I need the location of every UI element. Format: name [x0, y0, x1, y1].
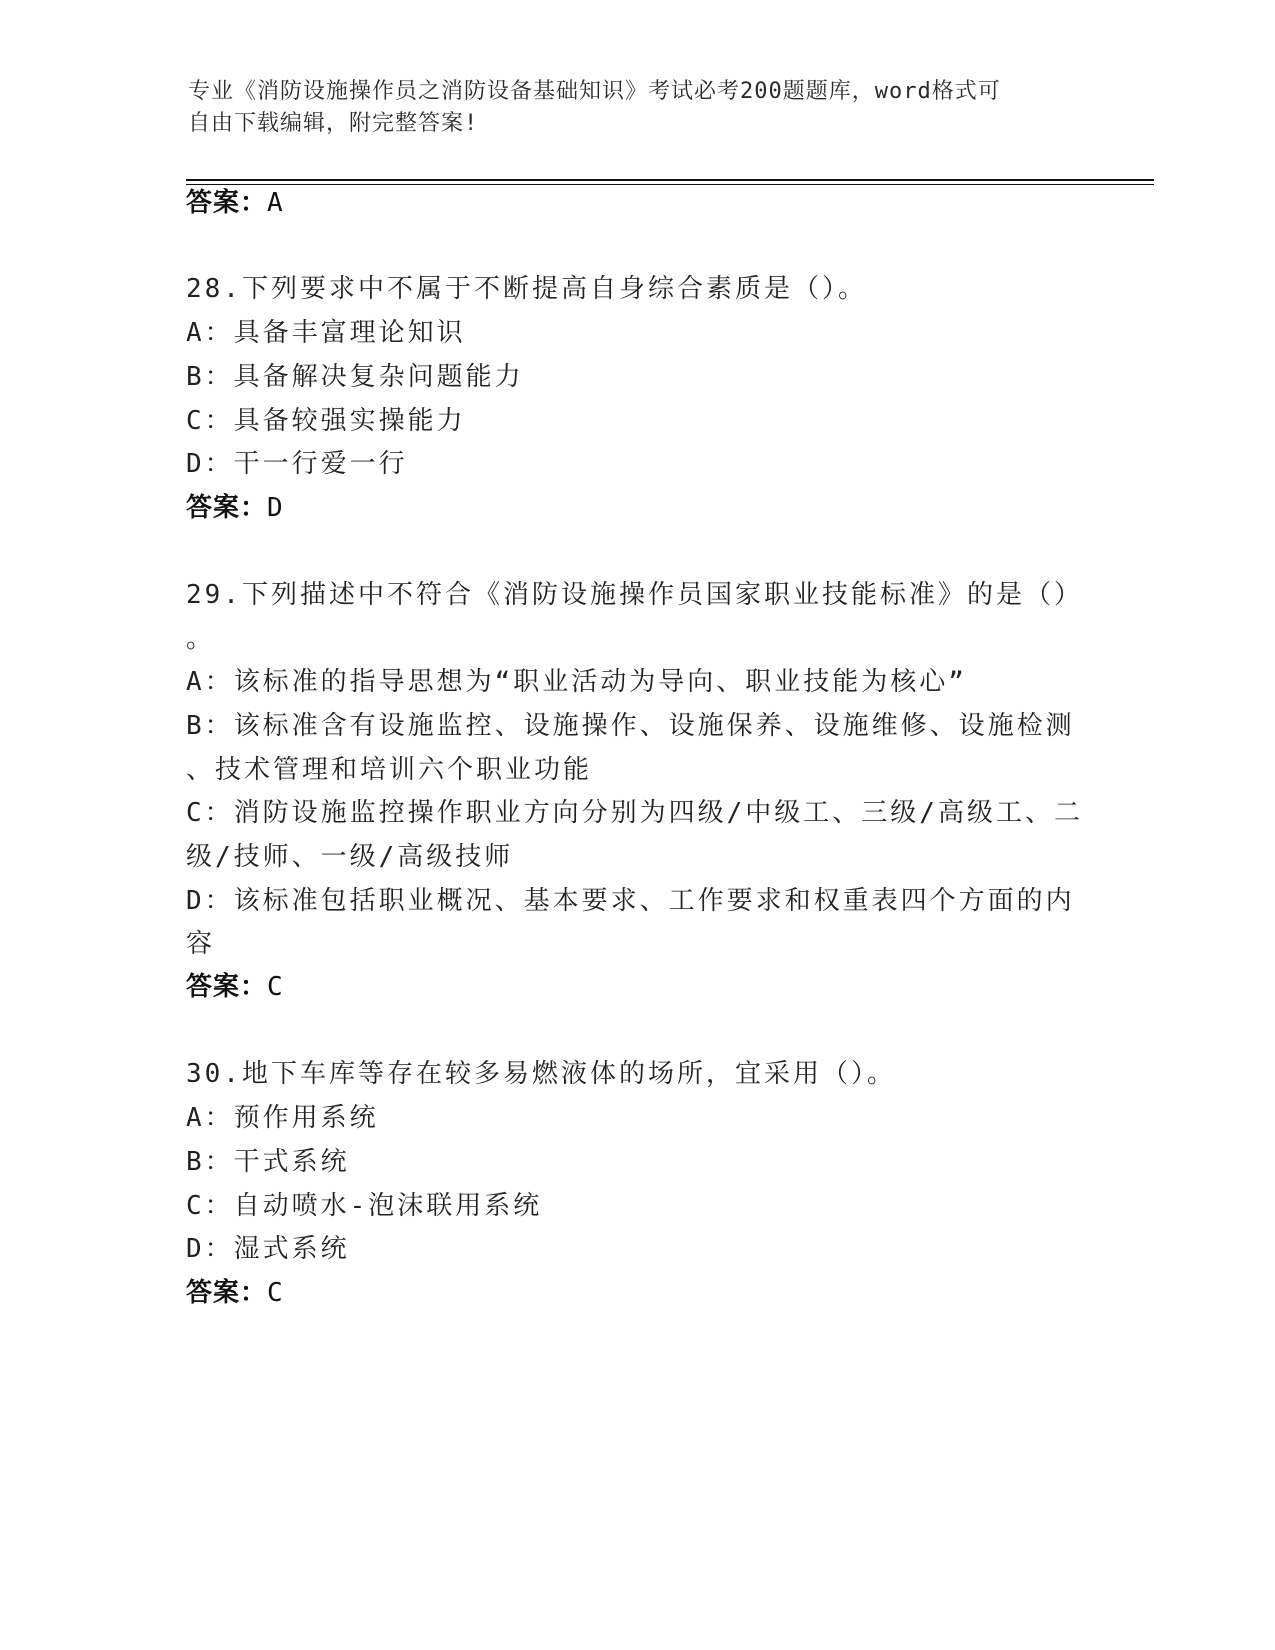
answer-value: A: [267, 188, 284, 218]
question-30-stem: 30.地下车库等存在较多易燃液体的场所，宜采用（）。: [186, 1059, 896, 1089]
header-line-2: 自由下载编辑，附完整答案!: [188, 111, 479, 136]
question-28-answer: [186, 491, 284, 525]
answer-line-prev: [186, 186, 284, 220]
question-29-option-c-cont: 级/技师、一级/高级技师: [186, 842, 514, 872]
answer-label: 答案：: [186, 1278, 268, 1308]
question-28-option-b: B：具备解决复杂问题能力: [186, 362, 524, 392]
answer-value: D: [267, 493, 284, 523]
question-30-option-a: A：预作用系统: [186, 1103, 379, 1133]
question-30-option-b: B：干式系统: [186, 1147, 350, 1177]
question-29-option-d: D：该标准包括职业概况、基本要求、工作要求和权重表四个方面的内: [186, 886, 1075, 916]
answer-label: 答案：: [186, 972, 268, 1002]
question-29-stem-cont: 。: [186, 624, 216, 654]
question-29-option-c: C：消防设施监控操作职业方向分别为四级/中级工、三级/高级工、二: [186, 798, 1083, 828]
question-28-option-d: D：干一行爱一行: [186, 449, 408, 479]
question-29-option-b-cont: 、技术管理和培训六个职业功能: [186, 755, 593, 785]
question-30-option-d: D：湿式系统: [186, 1234, 350, 1264]
question-29-stem: 29.下列描述中不符合《消防设施操作员国家职业技能标准》的是（）: [186, 580, 1083, 610]
answer-value: C: [267, 972, 284, 1002]
question-29-answer: [186, 970, 284, 1004]
header-line-1: 专业《消防设施操作员之消防设备基础知识》考试必考200题题库，word格式可: [188, 79, 1001, 104]
question-28-option-a: A：具备丰富理论知识: [186, 318, 466, 348]
question-30-option-c: C：自动喷水-泡沫联用系统: [186, 1191, 543, 1221]
header-divider-thick: [186, 179, 1154, 181]
question-28-stem: 28.下列要求中不属于不断提高自身综合素质是（）。: [186, 274, 867, 304]
question-29-option-a: A：该标准的指导思想为“职业活动为导向、职业技能为核心”: [186, 667, 967, 697]
question-29-option-d-cont: 容: [186, 929, 216, 959]
question-28-option-c: C：具备较强实操能力: [186, 406, 466, 436]
answer-label: 答案：: [186, 188, 268, 218]
answer-label: 答案：: [186, 493, 268, 523]
question-29-option-b: B：该标准含有设施监控、设施操作、设施保养、设施维修、设施检测: [186, 711, 1075, 741]
document-header: [188, 76, 1078, 140]
answer-value: C: [267, 1278, 284, 1308]
question-30-answer: [186, 1276, 284, 1310]
header-divider-thin: [186, 184, 1154, 185]
